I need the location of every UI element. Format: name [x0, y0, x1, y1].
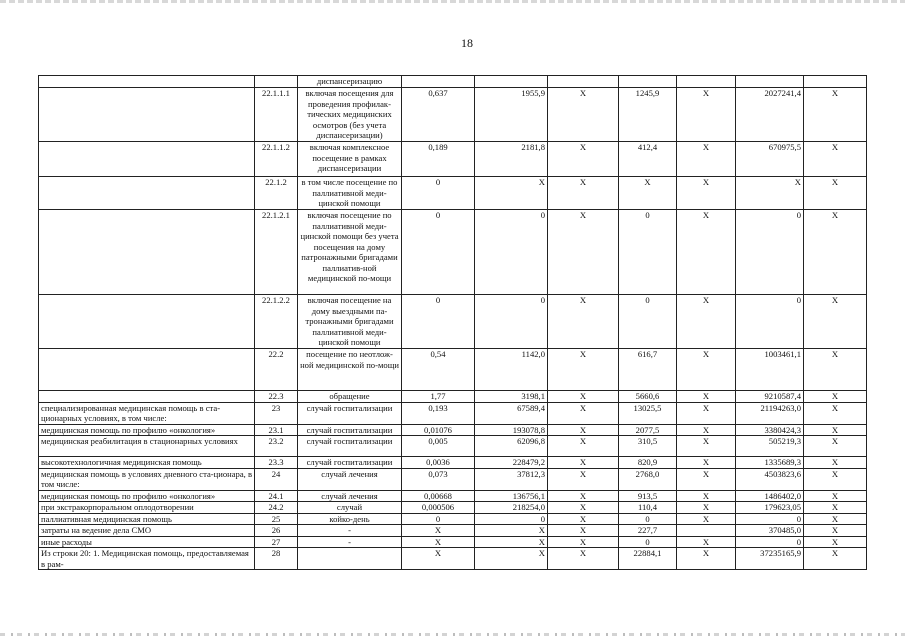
- value-cell: X: [804, 490, 867, 502]
- value-cell: X: [804, 142, 867, 177]
- value-cell: X: [677, 177, 736, 210]
- value-cell: X: [677, 402, 736, 424]
- row-unit: обращение: [298, 391, 402, 403]
- value-cell: [548, 76, 619, 88]
- value-cell: X: [475, 525, 548, 537]
- table-row: [39, 436, 867, 457]
- value-cell: 0: [402, 210, 475, 295]
- value-cell: X: [677, 295, 736, 349]
- value-cell: 2768,0: [619, 468, 677, 490]
- value-cell: 0: [736, 295, 804, 349]
- value-cell: X: [475, 177, 548, 210]
- value-cell: X: [804, 210, 867, 295]
- row-label: медицинская помощь в условиях дневного ста-ционара, в том числе:: [39, 468, 255, 490]
- value-cell: X: [548, 142, 619, 177]
- row-unit: включая посещения для проведения профилак-тических медицинских осмотров (без учета диспансеризации): [298, 88, 402, 142]
- value-cell: X: [804, 548, 867, 570]
- table-row: [39, 402, 867, 424]
- value-cell: X: [548, 436, 619, 457]
- value-cell: X: [548, 536, 619, 548]
- value-cell: 13025,5: [619, 402, 677, 424]
- row-code: 23.2: [255, 436, 298, 457]
- value-cell: 136756,1: [475, 490, 548, 502]
- row-label: Из строки 20: 1. Медицинская помощь, предоставляемая в рам-: [39, 548, 255, 570]
- value-cell: X: [804, 536, 867, 548]
- row-code: 25: [255, 513, 298, 525]
- value-cell: 0: [736, 536, 804, 548]
- value-cell: X: [475, 548, 548, 570]
- table-row: [39, 502, 867, 514]
- table-row: [39, 457, 867, 469]
- row-label: [39, 349, 255, 391]
- value-cell: X: [548, 210, 619, 295]
- table-row: [39, 76, 867, 88]
- value-cell: 0: [619, 513, 677, 525]
- row-code: [255, 76, 298, 88]
- row-label: [39, 210, 255, 295]
- value-cell: 1335689,3: [736, 457, 804, 469]
- row-unit: посещение по неотлож-ной медицинской по-мощи: [298, 349, 402, 391]
- value-cell: 9210587,4: [736, 391, 804, 403]
- table-row: [39, 142, 867, 177]
- scan-edge-top: [0, 0, 905, 3]
- table-row: [39, 295, 867, 349]
- row-label: при экстракорпоральном оплодотворении: [39, 502, 255, 514]
- value-cell: X: [804, 402, 867, 424]
- value-cell: X: [402, 525, 475, 537]
- value-cell: [619, 76, 677, 88]
- table-row: [39, 349, 867, 391]
- value-cell: 1142,0: [475, 349, 548, 391]
- value-cell: [736, 76, 804, 88]
- value-cell: X: [548, 295, 619, 349]
- table-row: [39, 490, 867, 502]
- table-row: [39, 424, 867, 436]
- value-cell: X: [548, 88, 619, 142]
- row-code: 22.2: [255, 349, 298, 391]
- value-cell: X: [475, 536, 548, 548]
- value-cell: 3380424,3: [736, 424, 804, 436]
- row-unit: включая комплексное посещение в рамках диспансеризации: [298, 142, 402, 177]
- value-cell: X: [804, 177, 867, 210]
- row-code: 22.1.1.1: [255, 88, 298, 142]
- row-label: паллиативная медицинская помощь: [39, 513, 255, 525]
- row-code: 22.3: [255, 391, 298, 403]
- value-cell: X: [548, 502, 619, 514]
- table-body: [39, 76, 867, 570]
- value-cell: X: [548, 548, 619, 570]
- value-cell: 0,54: [402, 349, 475, 391]
- value-cell: 2027241,4: [736, 88, 804, 142]
- value-cell: X: [677, 391, 736, 403]
- value-cell: 412,4: [619, 142, 677, 177]
- value-cell: 22884,1: [619, 548, 677, 570]
- row-code: 22.1.2.1: [255, 210, 298, 295]
- row-code: 24.1: [255, 490, 298, 502]
- value-cell: X: [804, 502, 867, 514]
- value-cell: X: [548, 349, 619, 391]
- value-cell: 0: [475, 513, 548, 525]
- row-unit: диспансеризацию: [298, 76, 402, 88]
- value-cell: 179623,05: [736, 502, 804, 514]
- value-cell: [677, 525, 736, 537]
- row-unit: случай лечения: [298, 468, 402, 490]
- row-label: [39, 76, 255, 88]
- value-cell: 0: [402, 177, 475, 210]
- row-label: высокотехнологичная медицинская помощь: [39, 457, 255, 469]
- table-row: [39, 513, 867, 525]
- value-cell: X: [677, 490, 736, 502]
- value-cell: 193078,8: [475, 424, 548, 436]
- row-unit: случай госпитализации: [298, 457, 402, 469]
- value-cell: X: [677, 502, 736, 514]
- value-cell: [677, 76, 736, 88]
- row-label: [39, 88, 255, 142]
- value-cell: 616,7: [619, 349, 677, 391]
- value-cell: 67589,4: [475, 402, 548, 424]
- value-cell: X: [804, 349, 867, 391]
- value-cell: X: [804, 525, 867, 537]
- value-cell: X: [804, 468, 867, 490]
- row-code: 22.1.2: [255, 177, 298, 210]
- value-cell: X: [677, 457, 736, 469]
- value-cell: 110,4: [619, 502, 677, 514]
- row-unit: койко-день: [298, 513, 402, 525]
- value-cell: X: [402, 548, 475, 570]
- value-cell: X: [804, 391, 867, 403]
- row-unit: -: [298, 536, 402, 548]
- value-cell: 0: [475, 295, 548, 349]
- value-cell: 218254,0: [475, 502, 548, 514]
- value-cell: 0,00668: [402, 490, 475, 502]
- value-cell: X: [548, 525, 619, 537]
- value-cell: 0,01076: [402, 424, 475, 436]
- value-cell: X: [677, 436, 736, 457]
- value-cell: X: [804, 88, 867, 142]
- row-unit: в том числе посещение по паллиативной меди-цинской помощи: [298, 177, 402, 210]
- value-cell: X: [548, 513, 619, 525]
- table-row: [39, 391, 867, 403]
- value-cell: X: [804, 424, 867, 436]
- value-cell: 310,5: [619, 436, 677, 457]
- value-cell: X: [548, 457, 619, 469]
- row-code: 24: [255, 468, 298, 490]
- value-cell: 913,5: [619, 490, 677, 502]
- value-cell: 0,0036: [402, 457, 475, 469]
- value-cell: 0: [402, 513, 475, 525]
- value-cell: 820,9: [619, 457, 677, 469]
- value-cell: X: [677, 349, 736, 391]
- value-cell: 670975,5: [736, 142, 804, 177]
- value-cell: X: [677, 424, 736, 436]
- page-number: 18: [461, 36, 473, 50]
- value-cell: 0: [475, 210, 548, 295]
- row-unit: включая посещение по паллиативной меди-цинской помощи без учета посещения на дому патронажными бригадами паллиатив-ной медицинской по-мощи: [298, 210, 402, 295]
- row-label: медицинская помощь по профилю «онкология»: [39, 490, 255, 502]
- row-label: специализированная медицинская помощь в ста-ционарных условиях, в том числе:: [39, 402, 255, 424]
- value-cell: X: [677, 513, 736, 525]
- value-cell: 227,7: [619, 525, 677, 537]
- value-cell: 0,189: [402, 142, 475, 177]
- value-cell: X: [677, 142, 736, 177]
- row-code: 22.1.2.2: [255, 295, 298, 349]
- value-cell: 21194263,0: [736, 402, 804, 424]
- row-label: [39, 391, 255, 403]
- value-cell: X: [804, 436, 867, 457]
- value-cell: 1,77: [402, 391, 475, 403]
- value-cell: X: [548, 391, 619, 403]
- row-unit: -: [298, 525, 402, 537]
- value-cell: 0: [619, 536, 677, 548]
- row-unit: случай госпитализации: [298, 436, 402, 457]
- table-row: [39, 210, 867, 295]
- table-row: [39, 548, 867, 570]
- row-unit: [298, 548, 402, 570]
- value-cell: 37235165,9: [736, 548, 804, 570]
- value-cell: [804, 76, 867, 88]
- value-cell: 1955,9: [475, 88, 548, 142]
- table-row: [39, 88, 867, 142]
- value-cell: X: [548, 424, 619, 436]
- value-cell: 0,073: [402, 468, 475, 490]
- value-cell: X: [402, 536, 475, 548]
- row-label: [39, 177, 255, 210]
- value-cell: 0,193: [402, 402, 475, 424]
- value-cell: 2077,5: [619, 424, 677, 436]
- row-unit: случай госпитализации: [298, 402, 402, 424]
- row-label: медицинская реабилитация в стационарных условиях: [39, 436, 255, 457]
- value-cell: X: [677, 88, 736, 142]
- table-row: [39, 525, 867, 537]
- value-cell: 0: [736, 513, 804, 525]
- value-cell: 0,000506: [402, 502, 475, 514]
- value-cell: 0,637: [402, 88, 475, 142]
- value-cell: X: [677, 468, 736, 490]
- row-label: [39, 295, 255, 349]
- value-cell: X: [804, 513, 867, 525]
- value-cell: X: [677, 536, 736, 548]
- value-cell: 37812,3: [475, 468, 548, 490]
- value-cell: X: [548, 468, 619, 490]
- value-cell: 0: [736, 210, 804, 295]
- value-cell: [402, 76, 475, 88]
- scan-edge-bottom: [0, 633, 905, 636]
- value-cell: 1003461,1: [736, 349, 804, 391]
- row-unit: включая посещение на дому выездными па-тронажными бригадами паллиативной меди-цинской помощи: [298, 295, 402, 349]
- value-cell: 0: [402, 295, 475, 349]
- row-code: 24.2: [255, 502, 298, 514]
- value-cell: 62096,8: [475, 436, 548, 457]
- value-cell: X: [736, 177, 804, 210]
- row-code: 23: [255, 402, 298, 424]
- value-cell: X: [548, 490, 619, 502]
- table-row: [39, 468, 867, 490]
- value-cell: 0: [619, 210, 677, 295]
- value-cell: 370485,0: [736, 525, 804, 537]
- row-label: медицинская помощь по профилю «онкология»: [39, 424, 255, 436]
- value-cell: 505219,3: [736, 436, 804, 457]
- row-unit: случай госпитализации: [298, 424, 402, 436]
- row-label: затраты на ведение дела СМО: [39, 525, 255, 537]
- value-cell: 2181,8: [475, 142, 548, 177]
- value-cell: 4503823,6: [736, 468, 804, 490]
- table-row: [39, 177, 867, 210]
- value-cell: X: [619, 177, 677, 210]
- row-label: [39, 142, 255, 177]
- row-code: 26: [255, 525, 298, 537]
- table-row: [39, 536, 867, 548]
- value-cell: 0: [619, 295, 677, 349]
- value-cell: X: [804, 295, 867, 349]
- value-cell: 5660,6: [619, 391, 677, 403]
- row-code: 28: [255, 548, 298, 570]
- row-code: 22.1.1.2: [255, 142, 298, 177]
- value-cell: X: [677, 210, 736, 295]
- row-unit: случай: [298, 502, 402, 514]
- row-code: 27: [255, 536, 298, 548]
- value-cell: X: [548, 177, 619, 210]
- row-code: 23.1: [255, 424, 298, 436]
- value-cell: 228479,2: [475, 457, 548, 469]
- row-label: иные расходы: [39, 536, 255, 548]
- value-cell: 0,005: [402, 436, 475, 457]
- value-cell: 1245,9: [619, 88, 677, 142]
- value-cell: [475, 76, 548, 88]
- financing-table: [38, 75, 867, 570]
- row-code: 23.3: [255, 457, 298, 469]
- value-cell: 3198,1: [475, 391, 548, 403]
- row-unit: случай лечения: [298, 490, 402, 502]
- value-cell: X: [677, 548, 736, 570]
- value-cell: X: [804, 457, 867, 469]
- value-cell: X: [548, 402, 619, 424]
- value-cell: 1486402,0: [736, 490, 804, 502]
